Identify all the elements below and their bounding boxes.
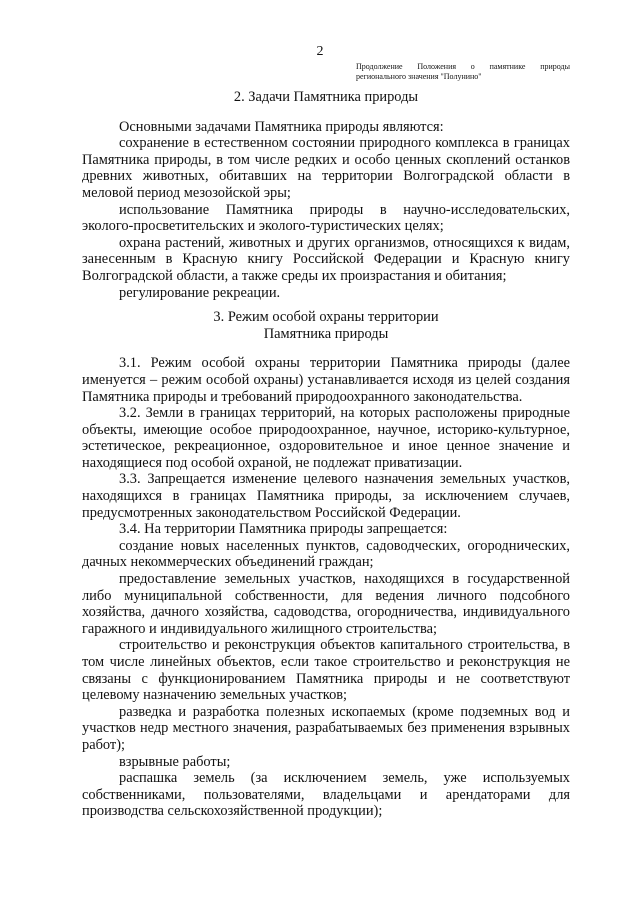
heading-line: 2. Задачи Памятника природы: [233, 89, 419, 105]
paragraph: распашка земель (за исключением земель, уже используемых собственниками, пользователями, владельцами и арендаторами для производства сельскохозяйственной продукции);: [82, 770, 570, 820]
paragraph: охрана растений, животных и других организмов, относящихся к видам, занесенным в Красную книгу Российской Федерации и Красную книгу Волгоградской области, а также среды их произрастания и обитания;: [82, 234, 570, 284]
paragraph: использование Памятника природы в научно-исследовательских, эколого-просветительских и эколого-туристических целях;: [82, 201, 570, 235]
running-header: [356, 62, 570, 81]
paragraph: создание новых населенных пунктов, садоводческих, огороднических, дачных некоммерческих объединений граждан;: [82, 537, 570, 571]
section-heading-tasks: [82, 89, 570, 106]
heading-line: Памятника природы: [263, 325, 389, 342]
paragraph: 3.3. Запрещается изменение целевого назначения земельных участков, находящихся в границах Памятника природы, за исключением случаев, предусмотренных законодательством Российской Федерации.: [82, 471, 570, 521]
paragraph: 3.4. На территории Памятника природы запрещается:: [119, 521, 448, 538]
running-header-line1: Продолжение Положения о памятнике природы: [356, 62, 570, 71]
heading-line: 3. Режим особой охраны территории: [213, 309, 439, 326]
paragraph: 3.1. Режим особой охраны территории Памятника природы (далее именуется – режим особой охраны) устанавливается исходя из целей создания Памятника природы и требований природоохранного законодательства.: [82, 355, 570, 405]
paragraph: строительство и реконструкция объектов капитального строительства, в том числе линейных объектов, если такое строительство и реконструкция не связаны с функционированием Памятника природы и не соответствуют целевому назначению земельных участков;: [82, 637, 570, 704]
paragraph: взрывные работы;: [119, 753, 231, 770]
document-body: [82, 89, 570, 820]
paragraph: Основными задачами Памятника природы являются:: [119, 118, 444, 135]
running-header-line2: регионального значения "Полунино": [356, 71, 482, 81]
paragraph: разведка и разработка полезных ископаемых (кроме подземных вод и участков недр местного значения, разрабатываемых без применения взрывных работ);: [82, 703, 570, 753]
paragraph: предоставление земельных участков, находящихся в государственной либо муниципальной собственности, для ведения личного подсобного хозяйства, дачного хозяйства, садоводства, огородничества, индивидуального гаражного и индивидуального жилищного строительства;: [82, 571, 570, 637]
paragraph: регулирование рекреации.: [119, 284, 281, 301]
paragraph: сохранение в естественном состоянии природного комплекса в границах Памятника природы, в том числе редких и особо ценных скоплений останков древних животных, обитавших на территории Волгоградской области в меловой период мезозойской эры;: [82, 135, 570, 201]
section-heading-regime: [82, 309, 570, 342]
paragraph: 3.2. Земли в границах территорий, на которых расположены природные объекты, имеющие особое природоохранное, научное, историко-культурное, эстетическое, рекреационное, оздоровительное и иное ценное значение и находящиеся под особой охраной, не подлежат приватизации.: [82, 405, 570, 471]
page-number: 2: [316, 44, 324, 59]
